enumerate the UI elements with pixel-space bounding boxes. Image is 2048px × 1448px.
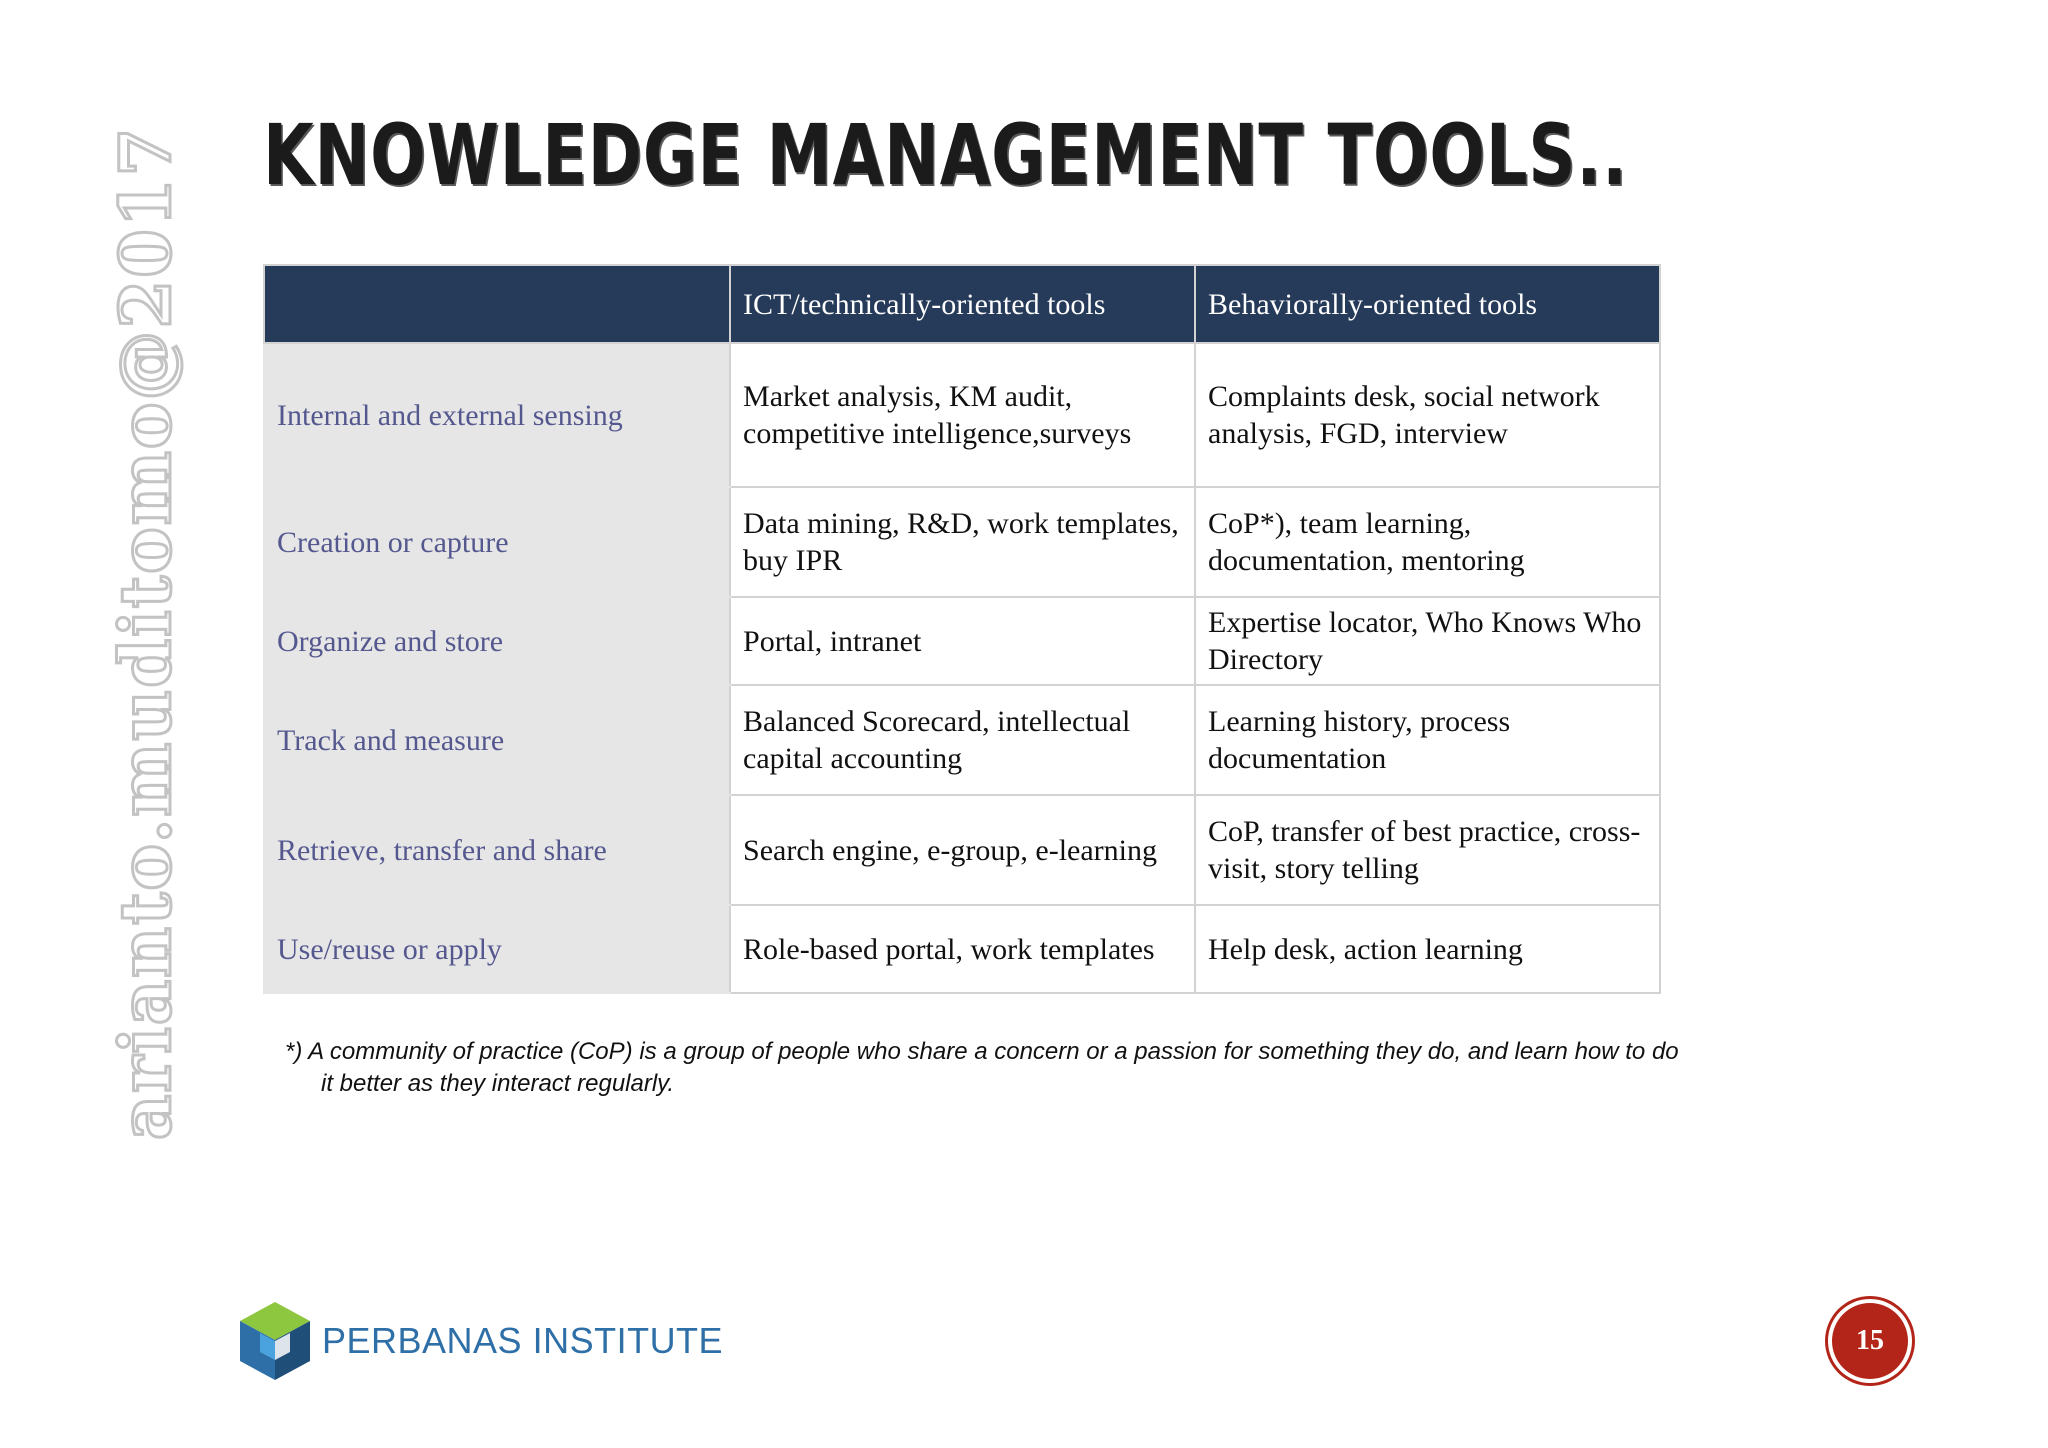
- behavioral-cell: Complaints desk, social network analysis, FGD, interview: [1195, 343, 1660, 487]
- ict-cell: Balanced Scorecard, intellectual capital accounting: [730, 685, 1195, 795]
- ict-cell: Data mining, R&D, work templates, buy IPR: [730, 487, 1195, 597]
- table-header-row: [264, 265, 1660, 343]
- behavioral-cell: CoP*), team learning, documentation, mentoring: [1195, 487, 1660, 597]
- perbanas-logo: [238, 1300, 723, 1382]
- behavioral-cell: Expertise locator, Who Knows Who Directory: [1195, 597, 1660, 685]
- behavioral-cell: CoP, transfer of best practice, cross-visit, story telling: [1195, 795, 1660, 905]
- header-cell-behavioral: Behaviorally-oriented tools: [1195, 265, 1660, 343]
- table-row: [264, 597, 1660, 685]
- behavioral-cell: Learning history, process documentation: [1195, 685, 1660, 795]
- row-label: Retrieve, transfer and share: [264, 795, 730, 905]
- header-cell-ict: ICT/technically-oriented tools: [730, 265, 1195, 343]
- slide-title: KNOWLEDGE MANAGEMENT TOOLS..: [263, 106, 1628, 204]
- footnote: *) A community of practice (CoP) is a group of people who share a concern or a passion for something they do, and learn how to do it better as they interact regularly.: [285, 1038, 1679, 1097]
- row-label: Use/reuse or apply: [264, 905, 730, 993]
- row-label: Organize and store: [264, 597, 730, 685]
- table-row: [264, 343, 1660, 487]
- ict-cell: Portal, intranet: [730, 597, 1195, 685]
- ict-cell: Role-based portal, work templates: [730, 905, 1195, 993]
- behavioral-cell: Help desk, action learning: [1195, 905, 1660, 993]
- logo-text: PERBANAS INSTITUTE: [322, 1320, 724, 1361]
- table-row: [264, 685, 1660, 795]
- perbanas-logo-icon: [238, 1300, 312, 1382]
- row-label: Track and measure: [264, 685, 730, 795]
- table-row: [264, 905, 1660, 993]
- table-row: [264, 487, 1660, 597]
- row-label: Internal and external sensing: [264, 343, 730, 487]
- ict-cell: Search engine, e-group, e-learning: [730, 795, 1195, 905]
- km-tools-table: [263, 264, 1661, 994]
- table-row: [264, 795, 1660, 905]
- watermark: arianto.muditomo@2017: [104, 125, 187, 1140]
- page-number-badge: 15: [1832, 1303, 1908, 1379]
- header-cell-empty: [264, 265, 730, 343]
- ict-cell: Market analysis, KM audit, competitive intelligence,surveys: [730, 343, 1195, 487]
- row-label: Creation or capture: [264, 487, 730, 597]
